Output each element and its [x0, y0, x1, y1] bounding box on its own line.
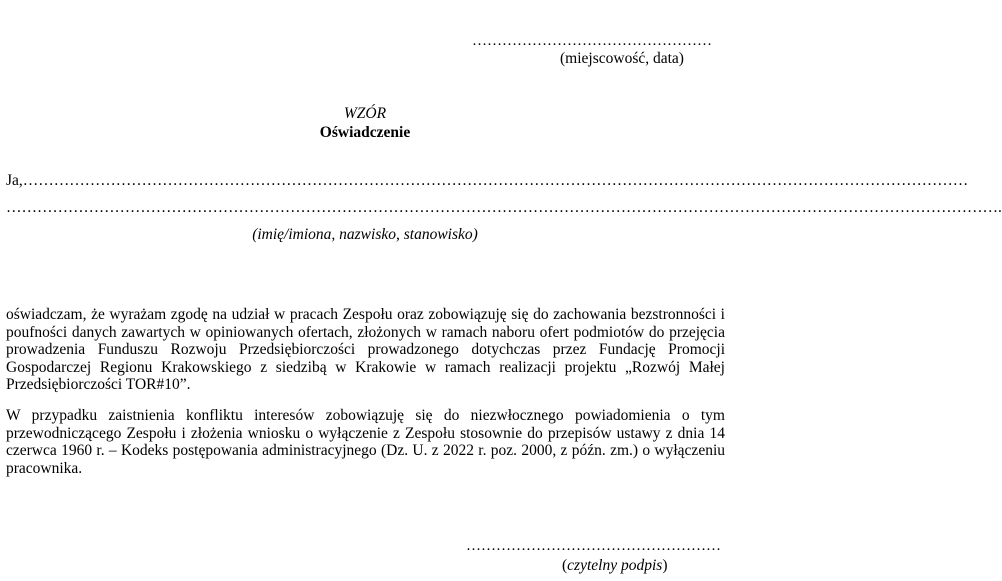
- signature-label-close: ): [662, 557, 668, 574]
- date-dots-line: …………………………………………: [472, 33, 712, 49]
- declaration-paragraph-1: oświadczam, że wyrażam zgodę na udział w pracach Zespołu oraz zobowiązuję się do zachowania bezstronności i poufności danych zawartych w opiniowanych ofertach, złożonych w ramach naboru ofert podmiotów do przejęcia prowadzenia Funduszu Rozwoju Przedsiębiorczości prowadzonego dotychczas przez Fundację Promocji Gospodarczej Regionu Krakowskiego z siedzibą w Krakowie w ramach realizacji projektu „Rozwój Małej Przedsiębiorczości TOR#10”.: [6, 306, 725, 393]
- document-title: Oświadczenie: [319, 124, 411, 141]
- signature-dots-line: ……………………………………………: [466, 538, 721, 554]
- date-place-label: (miejscowość, data): [560, 50, 684, 67]
- signature-label: [562, 557, 667, 575]
- signature-label-text: czytelny podpis: [567, 557, 663, 574]
- declarant-line-2: ………………………………………………………………………………………………………………………………………………………………………….: [6, 199, 1002, 216]
- signature-label-open: (: [562, 557, 568, 574]
- declaration-paragraph-2: W przypadku zaistnienia konfliktu interesów zobowiązuję się do niezwłocznego powiadomienia o tym przewodniczącego Zespołu i złożenia wniosku o wyłączenie z Zespołu stosownie do przepisów ustawy z dnia 14 czerwca 1960 r. – Kodeks postępowania administracyjnego (Dz. U. z 2022 r. poz. 2000, z późn. zm.) o wyłączeniu pracownika.: [6, 407, 725, 477]
- declarant-line-1: Ja,…………………………………………………………………………………………………………………………………………………………………: [6, 172, 969, 189]
- pattern-label: WZÓR: [343, 105, 387, 122]
- declarant-label: (imię/imiona, nazwisko, stanowisko): [252, 226, 478, 243]
